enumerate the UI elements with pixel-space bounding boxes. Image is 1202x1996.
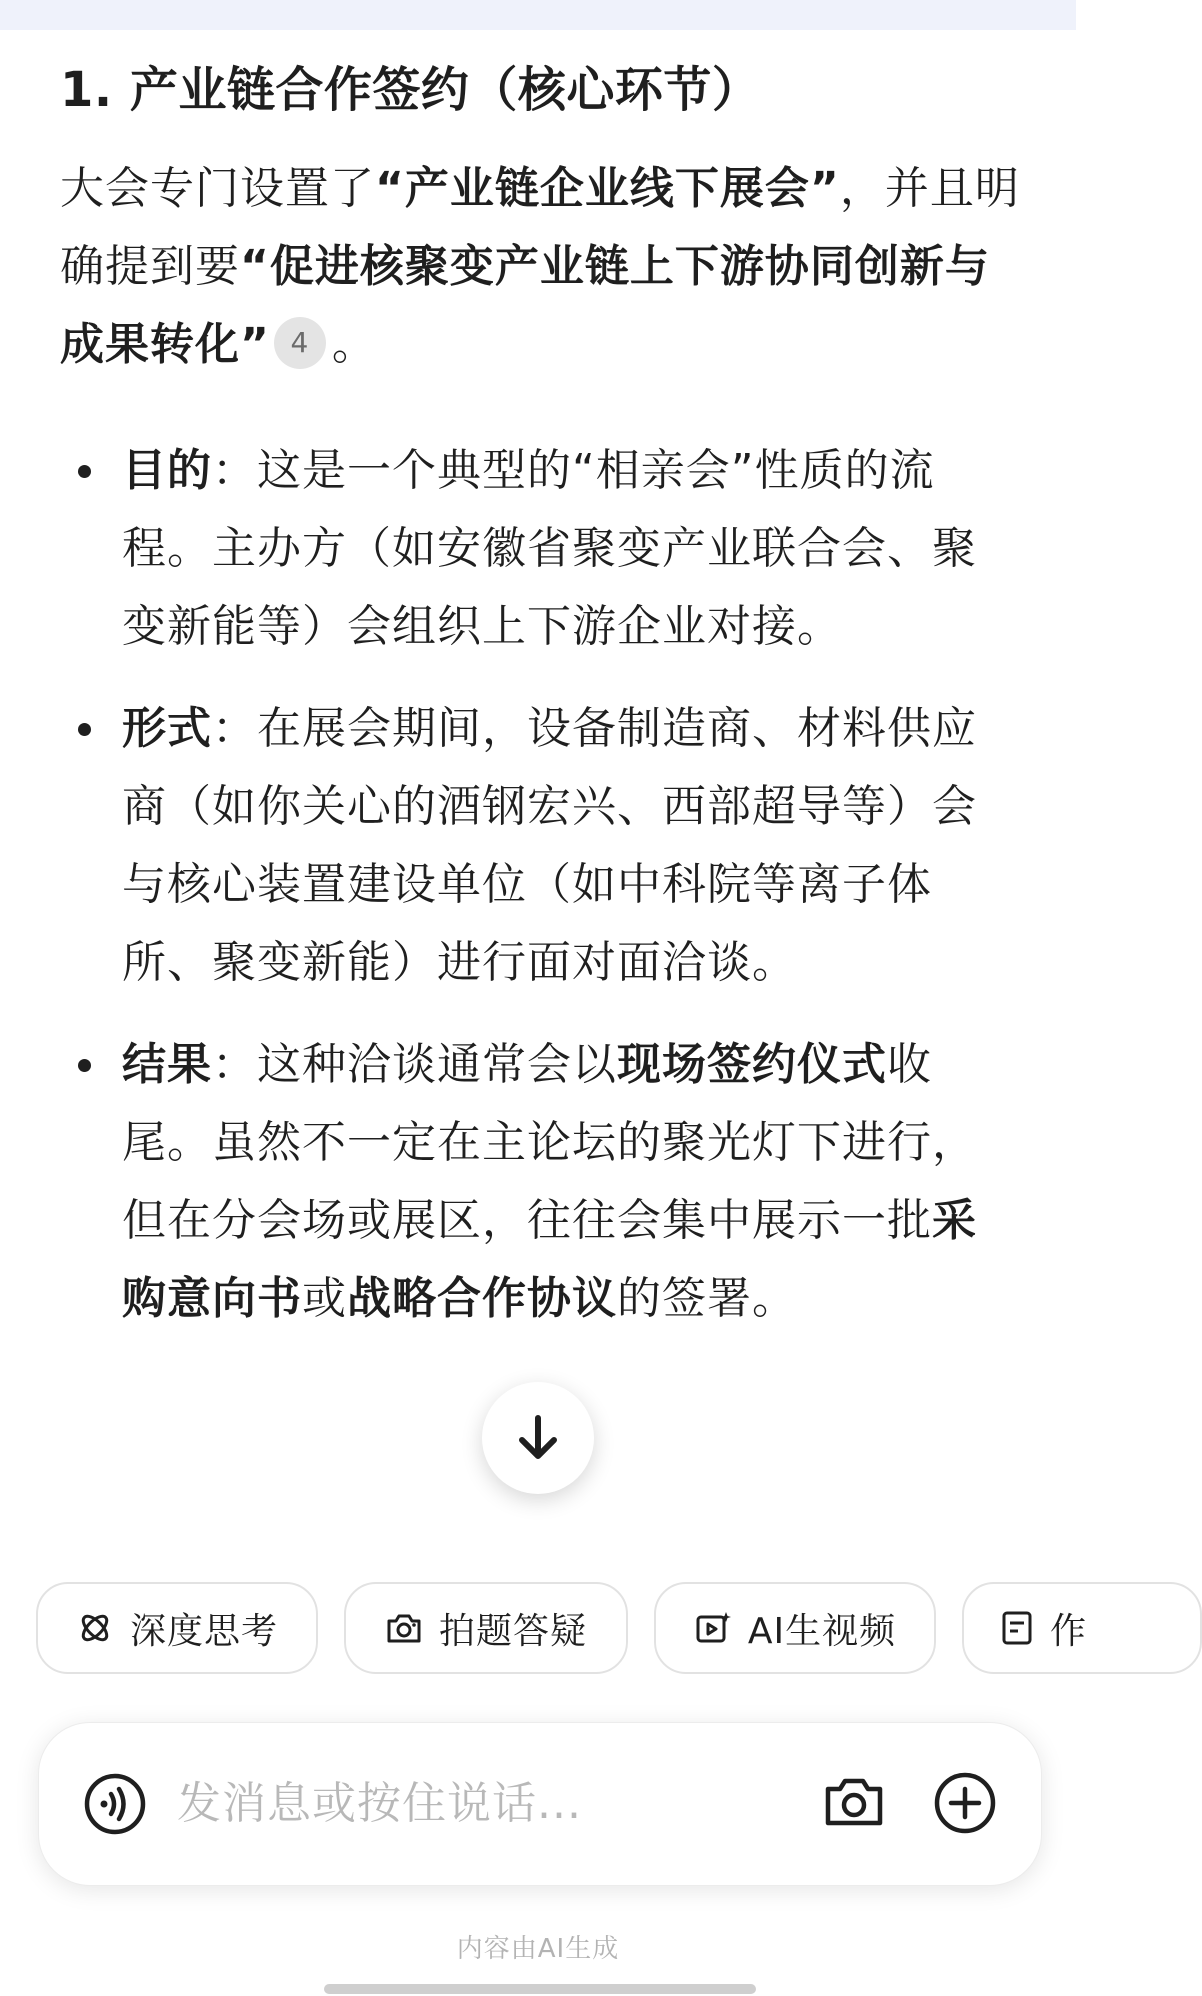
- top-status-band: [0, 0, 1076, 30]
- bullet-text: 或: [302, 1273, 347, 1324]
- bullet-bold: 现场签约仪式: [617, 1039, 887, 1090]
- bullet-list: [60, 432, 1020, 1338]
- ai-video-icon: [694, 1609, 732, 1647]
- plus-circle-icon: [933, 1771, 997, 1835]
- bullet-label: 结果: [122, 1039, 212, 1090]
- chip-photo-question[interactable]: [344, 1582, 628, 1674]
- voice-icon: [83, 1772, 147, 1836]
- quick-action-chips: [36, 1582, 1088, 1678]
- voice-button[interactable]: [83, 1772, 147, 1840]
- arrow-down-icon: [516, 1414, 560, 1462]
- intro-text-2: ，并且明确提到要: [60, 163, 1020, 292]
- add-button[interactable]: [933, 1771, 997, 1839]
- intro-paragraph: [60, 150, 1020, 384]
- bullet-text: 的签署。: [617, 1273, 797, 1324]
- intro-text-1: 大会专门设置了: [60, 163, 375, 214]
- bullet-dot: [78, 723, 91, 736]
- chip-writing[interactable]: [962, 1582, 1202, 1674]
- bullet-text: ：这种洽谈通常会以: [212, 1039, 617, 1090]
- intro-text-3: 。: [331, 319, 377, 370]
- bullet-item-form: [60, 690, 1020, 1002]
- bullet-item-purpose: [60, 432, 1020, 666]
- chip-ai-video[interactable]: [654, 1582, 936, 1674]
- writing-icon: [1000, 1609, 1034, 1647]
- bullet-text: ：在展会期间，设备制造商、材料供应商（如你关心的酒钢宏兴、西部超导等）会与核心装置建设单位（如中科院等离子体所、聚变新能）进行面对面洽谈。: [122, 703, 977, 988]
- bullet-label: 目的: [122, 445, 212, 496]
- chip-label: 深度思考: [129, 1610, 278, 1652]
- bullet-dot: [78, 1059, 91, 1072]
- bullet-text: ：这是一个典型的“相亲会”性质的流程。主办方（如安徽省聚变产业联合会、聚变新能等）会组织上下游企业对接。: [122, 445, 977, 652]
- bullet-text: 收尾。虽然不一定在主论坛的聚光灯下进行，但在分会场或展区，往往会集中展示一批: [122, 1039, 977, 1246]
- section-title: 1. 产业链合作签约（核心环节）: [60, 62, 761, 118]
- message-input-bar: [38, 1722, 1042, 1886]
- chip-label: 作: [1050, 1610, 1088, 1652]
- bullet-bold: 采购意向书: [122, 1195, 977, 1324]
- bullet-bold: 战略合作协议: [347, 1273, 617, 1324]
- home-indicator[interactable]: [324, 1984, 756, 1994]
- photo-question-icon: [385, 1609, 423, 1647]
- bullet-item-result: [60, 1026, 1020, 1338]
- camera-button[interactable]: [823, 1771, 885, 1837]
- bullet-dot: [78, 465, 91, 478]
- camera-icon: [823, 1771, 885, 1833]
- chip-label: AI生视频: [747, 1610, 897, 1652]
- ai-generated-note: 内容由AI生成: [456, 1934, 620, 1964]
- message-content: [60, 58, 1020, 1362]
- citation-badge[interactable]: 4: [274, 317, 326, 369]
- intro-bold-2: “促进核聚变产业链上下游协同创新与成果转化”: [60, 241, 990, 370]
- scroll-to-bottom-button[interactable]: [482, 1382, 594, 1494]
- message-input[interactable]: 发消息或按住说话...: [177, 1778, 582, 1829]
- chip-deep-think[interactable]: [36, 1582, 318, 1674]
- chip-label: 拍题答疑: [438, 1610, 587, 1652]
- bullet-label: 形式: [122, 703, 212, 754]
- intro-bold-1: “产业链企业线下展会”: [375, 163, 840, 214]
- deep-think-icon: [76, 1609, 114, 1647]
